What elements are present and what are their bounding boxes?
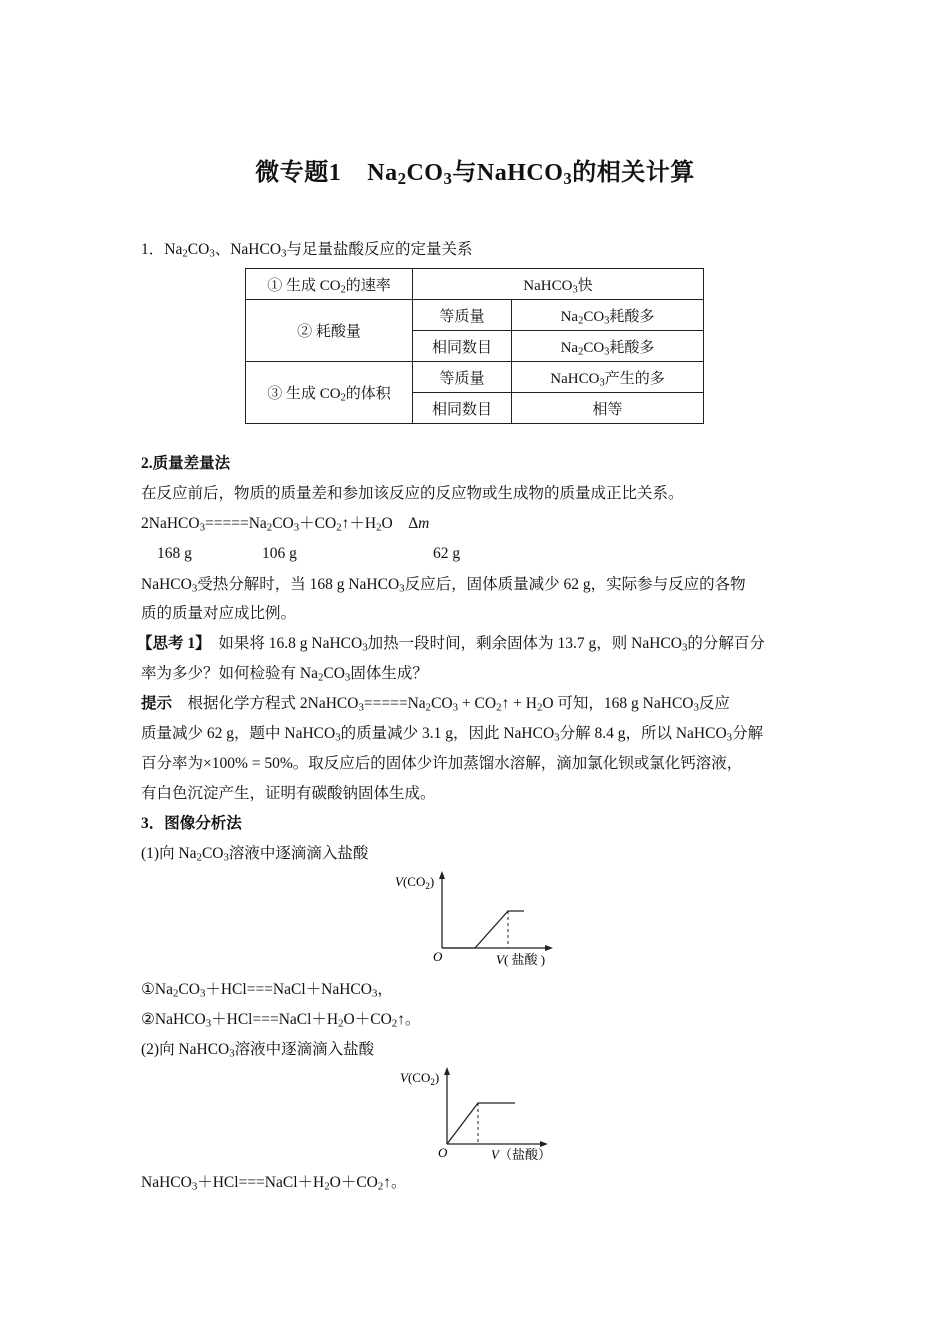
- table-cell: 等质量: [413, 300, 512, 331]
- graph-na2co3: [390, 868, 570, 973]
- subheading: (1)向 $Na_2CO_3$溶液中逐滴滴入盐酸: [141, 845, 369, 864]
- think-question-cont: 率为多少？如何检验有 $Na_2CO_3$固体生成？: [141, 665, 428, 684]
- paragraph: NaHCO$_3$受热分解时，当 168 g NaHCO$_3$反应后，固体质量减少 62 g，实际参与反应的各物: [141, 576, 746, 595]
- hint-line: 有白色沉淀产生，证明有碳酸钠固体生成。: [141, 785, 436, 802]
- section-2-heading: 2.质量差量法: [141, 455, 231, 472]
- page-title: 微专题1 $Na_2CO_3$与NaHCO$_3$的相关计算: [255, 160, 695, 189]
- relationship-table: [245, 268, 704, 424]
- hint-line: 质量减少 62 g，题中 NaHCO$_3$的质量减少 3.1 g，因此 NaHCO$_3$分解 8.4 g，所以 NaHCO$_3$分解: [141, 725, 764, 744]
- reaction-2: $②NaHCO_3+HCl===NaCl+H_2O+CO_2↑$。: [141, 1011, 421, 1030]
- mass-value: 106 g: [262, 545, 297, 562]
- table-cell: ② 耗酸量: [246, 300, 413, 362]
- y-axis-label: $V(CO_2)$: [400, 1070, 440, 1087]
- table-row: [246, 269, 704, 300]
- origin-label: O: [438, 1145, 448, 1160]
- table-row: [246, 300, 704, 331]
- section-3-heading: 3．图像分析法: [141, 815, 242, 832]
- y-axis-label: $V(CO_2)$: [395, 874, 435, 891]
- table-row: [246, 362, 704, 393]
- hint-line: 百分率为×100% = 50%。取反应后的固体少许加蒸馏水溶解，滴加氯化钡或氯化钙溶液，: [141, 755, 743, 772]
- y-axis-arrow: [444, 1067, 450, 1075]
- subheading: (2)向 NaHCO$_3$溶液中逐滴滴入盐酸: [141, 1041, 375, 1060]
- mass-value: 62 g: [433, 545, 461, 562]
- table-cell: 相等: [512, 393, 704, 424]
- co2-curve: [447, 1103, 515, 1144]
- y-axis-arrow: [439, 871, 445, 879]
- paragraph: 质的质量对应成比例。: [141, 605, 297, 622]
- x-axis-arrow: [545, 945, 553, 951]
- table-cell: ③ 生成 $CO_2$的体积: [246, 362, 413, 424]
- x-axis-label: V（盐酸）: [491, 1147, 551, 1162]
- reaction-1: $①Na_2CO_3+HCl===NaCl+NaHCO_3$，: [141, 981, 393, 1000]
- hint-line: 提示 根据化学方程式 $2NaHCO_3=====Na_2CO_3$ + $CO_2↑ + H_2O$ 可知，168 g NaHCO$_3$反应: [141, 695, 730, 714]
- origin-label: O: [433, 949, 443, 964]
- table-cell: NaHCO$_3$产生的多: [512, 362, 704, 393]
- table-cell: 等质量: [413, 362, 512, 393]
- x-axis-label: V( 盐酸 ): [496, 952, 546, 967]
- table-cell: $Na_2CO_3$耗酸多: [512, 331, 704, 362]
- table-cell: NaHCO$_3$快: [413, 269, 704, 300]
- reaction-3: $NaHCO_3+HCl===NaCl+H_2O+CO_2↑$。: [141, 1174, 407, 1193]
- paragraph: 在反应前后，物质的质量差和参加该反应的反应物或生成物的质量成正比关系。: [141, 485, 684, 502]
- mass-value: 168 g: [157, 545, 192, 562]
- think-question: 【思考 1】 如果将 16.8 g NaHCO$_3$加热一段时间，剩余固体为 13.7 g，则 NaHCO$_3$的分解百分: [137, 635, 765, 654]
- graph-nahco3: [395, 1064, 565, 1169]
- co2-curve: [442, 911, 524, 948]
- section-1-heading: 1．$Na_2CO_3$、NaHCO$_3$与足量盐酸反应的定量关系: [141, 241, 473, 260]
- table-cell: 相同数目: [413, 331, 512, 362]
- table-cell: $Na_2CO_3$耗酸多: [512, 300, 704, 331]
- table-cell: 相同数目: [413, 393, 512, 424]
- table-cell: ① 生成 $CO_2$的速率: [246, 269, 413, 300]
- equation: $2NaHCO_3=====Na_2CO_3+CO_2↑+H_2O$ Δm: [141, 515, 430, 534]
